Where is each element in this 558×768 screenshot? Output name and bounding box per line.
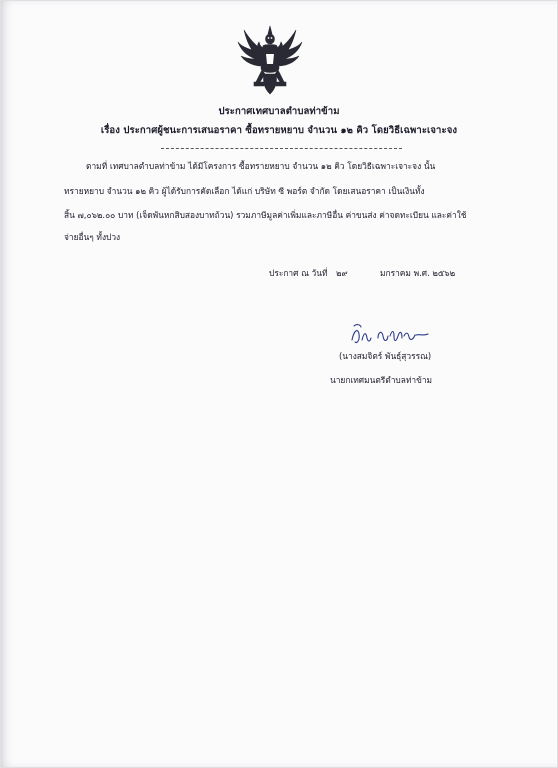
body-line-1: ตามที่ เทศบาลตำบลท่าข้าม ได้มีโครงการ ซื้อทรายหยาบ จำนวน ๑๒ คิว โดยวิธีเฉพาะเจาะจง นั้น — [86, 161, 436, 171]
signatory-position: นายกเทศมนตรีตำบลท่าข้าม — [330, 375, 433, 385]
announce-month-year: มกราคม พ.ศ. ๒๕๖๒ — [380, 268, 456, 278]
separator-line — [161, 148, 402, 149]
handwritten-signature — [346, 318, 436, 350]
signatory-name: (นางสมจิตร์ พันธุ์สุวรรณ) — [339, 351, 432, 361]
body-line-3: สิ้น ๗,๐๖๒.๐๐ บาท (เจ็ดพันหกสิบสองบาทถ้วน) รวมภาษีมูลค่าเพิ่มและภาษีอื่น ค่าขนส่ง ค่าจดทะเบียน และค่าใช้ — [64, 210, 467, 220]
document-subject: เรื่อง ประกาศผู้ชนะการเสนอราคา ซื้อทรายหยาบ จำนวน ๑๒ คิว โดยวิธีเฉพาะเจาะจง — [100, 125, 458, 136]
announce-prefix: ประกาศ ณ วันที่ — [269, 268, 328, 278]
garuda-emblem — [232, 24, 308, 100]
document-title: ประกาศเทศบาลตำบลท่าข้าม — [218, 106, 340, 117]
body-line-2: ทรายหยาบ จำนวน ๑๒ คิว ผู้ได้รับการคัดเลือก ได้แก่ บริษัท ซี พอร์ต จำกัด โดยเสนอราคา เป็นเงินทั้ง — [64, 186, 425, 196]
body-line-4: จ่ายอื่นๆ ทั้งปวง — [64, 232, 121, 242]
announce-day: ๒๙ — [336, 268, 348, 278]
